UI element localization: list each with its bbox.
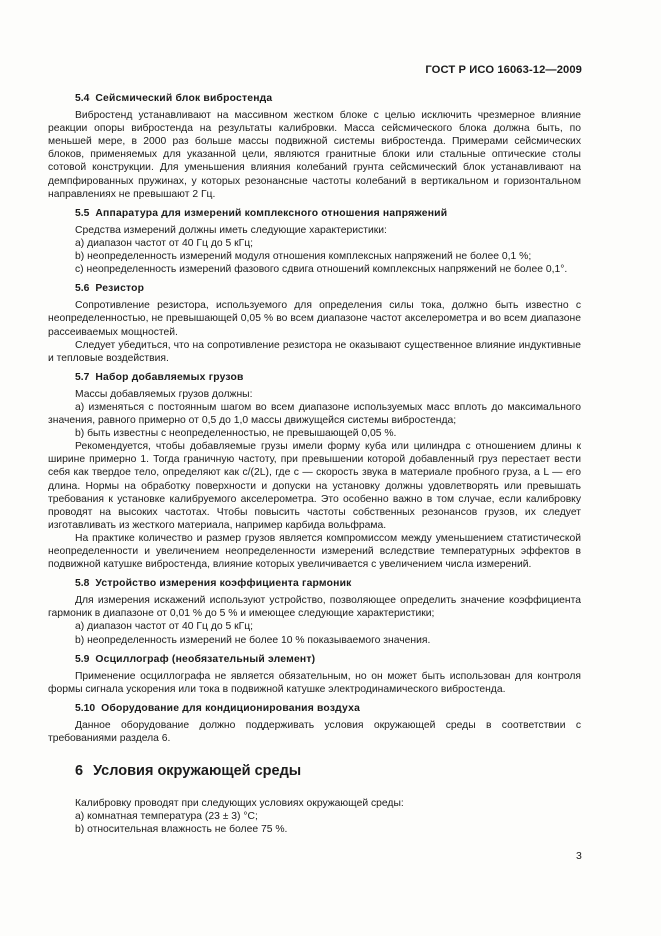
paragraph: Вибростенд устанавливают на массивном жестком блоке с целью исключить чрезмерное влияние реакции опоры вибростенда на результаты калибровки. Масса сейсмического блока должна быть, по меньшей мере, в 2000 раз больше массы подвижной системы вибростенда. Примерами сейсмических блоков, применяемых для указанной цели, являются гранитные блоки или стальные оптические столы сотовой конструкции. Для уменьшения влияния колебаний грунта сейсмический блок устанавливают на демпфированных пружинах, у которых резонансные частоты колебаний в вертикальном и горизонтальном направлениях не превышают 2 Гц.: [48, 110, 581, 200]
section-title: Осциллограф (необязательный элемент): [95, 653, 316, 665]
section-title: Устройство измерения коэффициента гармоник: [95, 578, 352, 590]
chapter-number: 6: [75, 763, 84, 780]
paragraph: Массы добавляемых грузов должны:: [75, 388, 253, 400]
paragraph: Данное оборудование должно поддерживать условия окружающей среды в соответствии с требованиями раздела 6.: [48, 720, 581, 745]
paragraph: Для измерения искажений используют устройство, позволяющее определить значение коэффициента гармоник в диапазоне от 0,01 % до 5 % и имеющее следующие характеристики;: [48, 595, 581, 620]
chapter-heading-6: [75, 762, 581, 780]
list-item: a) изменяться с постоянным шагом во всем диапазоне используемых масс вплоть до максимального значения, равного примерно от 0,5 до 1,0 массы движущейся системы вибростенда;: [48, 401, 581, 427]
section-heading-5-7: [75, 371, 581, 384]
list-item: a) диапазон частот от 40 Гц до 5 кГц;: [75, 237, 254, 249]
document-body: [48, 92, 581, 837]
section-title: Оборудование для кондиционирования воздуха: [101, 702, 361, 714]
paragraph: Средства измерений должны иметь следующие характеристики:: [75, 224, 387, 236]
section-title: Аппаратура для измерений комплексного отношения напряжений: [95, 207, 448, 219]
section-number: 5.10: [75, 702, 96, 714]
paragraph: Калибровку проводят при следующих условиях окружающей среды:: [75, 798, 404, 810]
list-item: c) неопределенность измерений фазового сдвига отношений комплексных напряжений не более 0,1°.: [75, 264, 568, 276]
list-item: b) относительная влажность не более 75 %.: [75, 824, 288, 836]
section-heading-5-9: [75, 653, 581, 666]
section-number: 5.7: [75, 371, 90, 383]
list-item: b) неопределенность измерений модуля отношения комплексных напряжений не более 0,1 %;: [75, 251, 532, 263]
paragraph: Рекомендуется, чтобы добавляемые грузы имели форму куба или цилиндра с отношением длины к ширине примерно 1. Тогда граничную частоту, при превышении которой добавленный груз перестает вести себя как твердое тело, определяют как c/(2L), где c — скорость звука в материале пробного груза, а L — его длина. Нормы на обработку поверхности и допуски на установку должны удовлетворять или превышать требования к установке калибруемого акселерометра. Это особенно важно в том случае, если калибровку проводят на высоких частотах. Чтобы повысить частоты собственных резонансов грузов, их следует изготавливать из жесткого материала, например карбида вольфрама.: [48, 441, 581, 531]
section-number: 5.6: [75, 283, 90, 295]
section-heading-5-8: [75, 577, 581, 590]
list-item: b) неопределенность измерений не более 10 % показываемого значения.: [75, 634, 431, 646]
chapter-title: Условия окружающей среды: [93, 763, 302, 780]
list-item: a) комнатная температура (23 ± 3) °C;: [75, 811, 258, 823]
section-number: 5.8: [75, 578, 90, 590]
section-heading-5-6: [75, 282, 581, 295]
paragraph: Применение осциллографа не является обязательным, но он может быть использован для контроля формы сигнала ускорения или тока в подвижной катушке электродинамического вибростенда.: [48, 670, 581, 695]
section-number: 5.5: [75, 207, 90, 219]
list-item: b) быть известны с неопределенностью, не превышающей 0,05 %.: [75, 428, 397, 440]
section-heading-5-5: [75, 207, 581, 220]
section-heading-5-4: [75, 92, 581, 105]
page-number: 3: [576, 850, 582, 862]
paragraph: Сопротивление резистора, используемого для определения силы тока, должно быть известно с неопределенностью, не превышающей 0,05 % во всем диапазоне частот акселерометра и во всем диапазоне рассеиваемых мощностей.: [48, 300, 581, 338]
section-heading-5-10: [75, 702, 581, 715]
section-title: Сейсмический блок вибростенда: [95, 93, 273, 104]
section-number: 5.9: [75, 653, 90, 665]
section-number: 5.4: [75, 93, 90, 104]
paragraph: Следует убедиться, что на сопротивление резистора не оказывают существенное влияние индуктивные и тепловые воздействия.: [48, 339, 581, 364]
section-title: Резистор: [95, 283, 145, 295]
paragraph: На практике количество и размер грузов является компромиссом между уменьшением статистической неопределенности и увеличением неопределенности измерений вследствие температурных эффектов в подвижной катушке вибростенда, влияние которых увеличивается с увеличением числа измерений.: [48, 532, 581, 571]
document-header: ГОСТ Р ИСО 16063-12—2009: [425, 64, 582, 76]
section-title: Набор добавляемых грузов: [95, 371, 244, 383]
list-item: a) диапазон частот от 40 Гц до 5 кГц;: [75, 621, 254, 633]
